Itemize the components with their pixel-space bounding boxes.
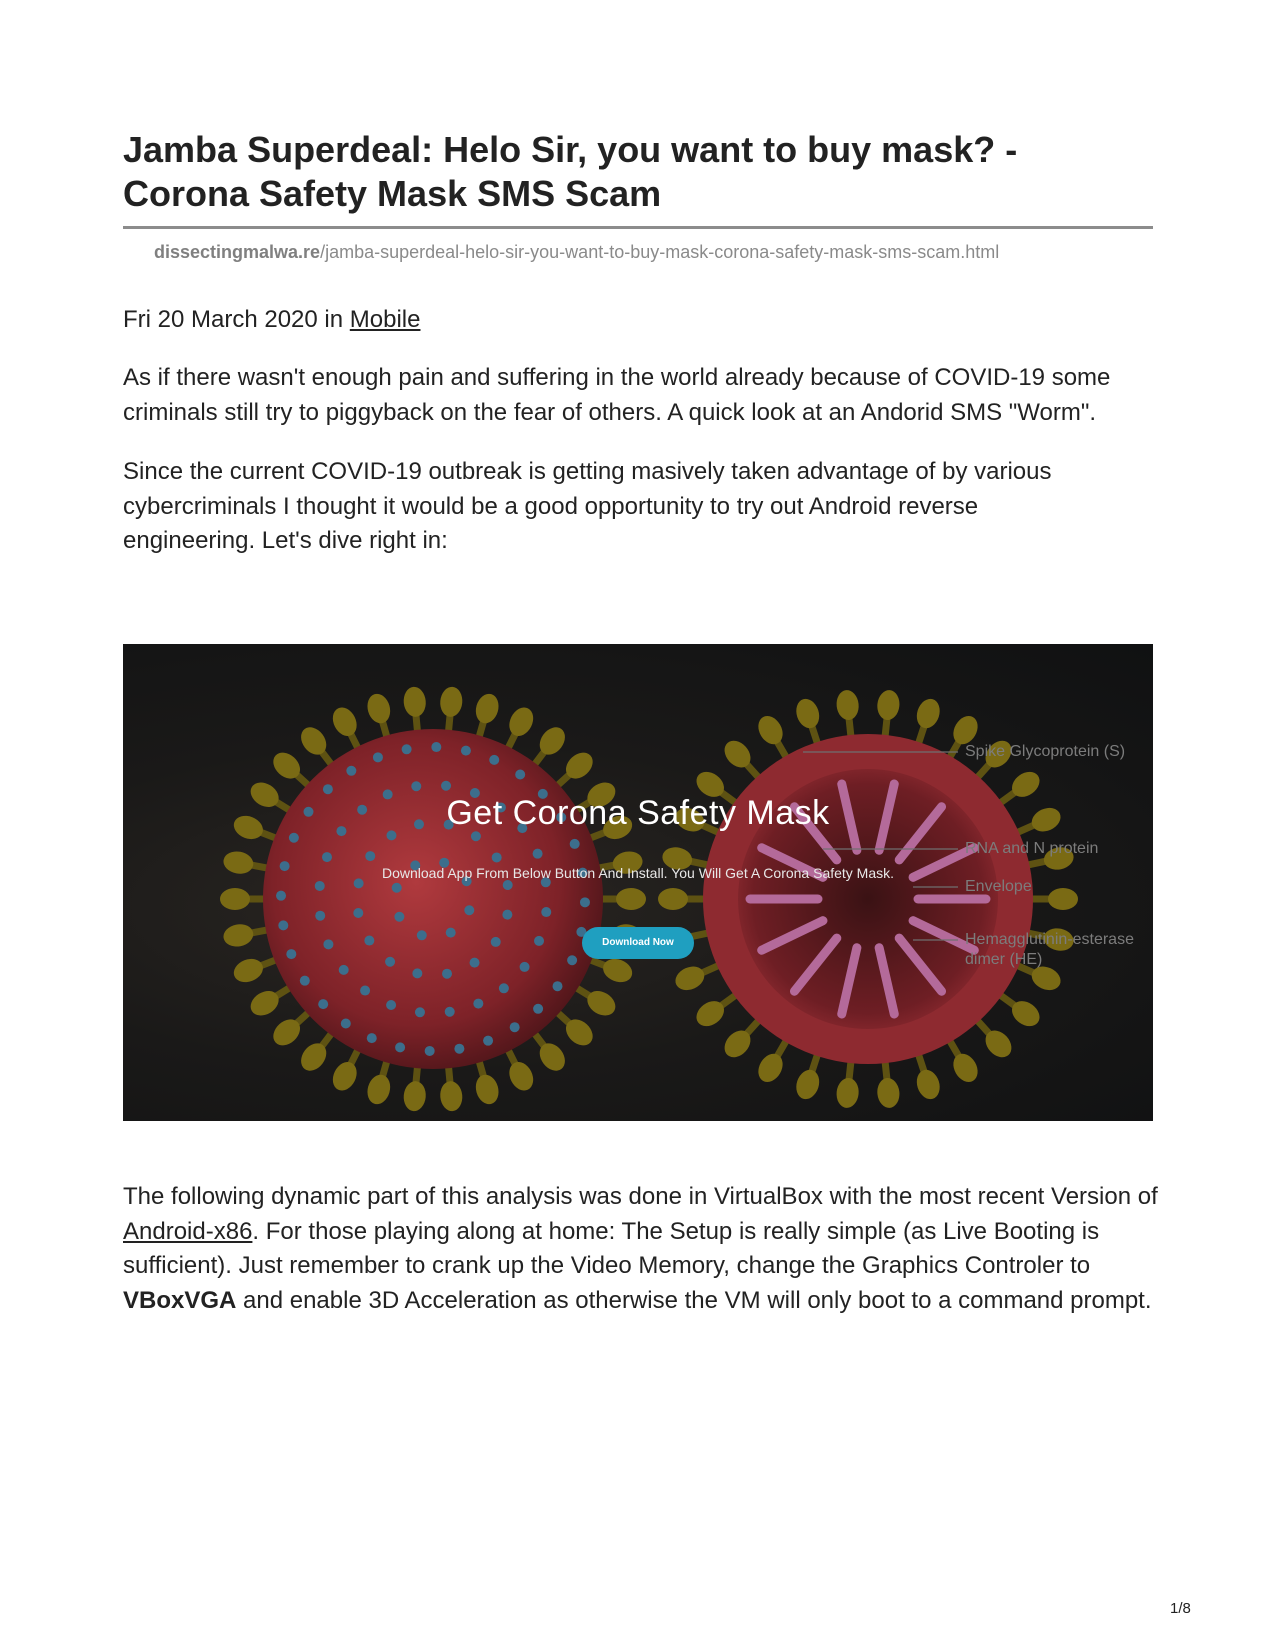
surface-protein (276, 891, 286, 901)
source-domain: dissectingmalwa.re (154, 242, 321, 262)
label-rna-n-protein: RNA and N protein (965, 840, 1099, 857)
spike-left-head (505, 1058, 538, 1095)
surface-protein (470, 958, 480, 968)
spike-left-head (328, 703, 361, 740)
surface-protein (473, 999, 483, 1009)
surface-protein (483, 1036, 493, 1046)
spike-left-head (473, 1072, 502, 1107)
spike-left-head (505, 703, 538, 740)
spike-right-head (913, 696, 943, 731)
spike-right-head (1048, 888, 1078, 910)
surface-protein (503, 880, 513, 890)
spike-right-head (672, 962, 708, 994)
post-meta (123, 304, 420, 336)
surface-protein (341, 1019, 351, 1029)
spike-right-head (793, 696, 823, 731)
surface-protein (502, 910, 512, 920)
spike-right-head (948, 1049, 982, 1086)
spike-left-head (616, 888, 646, 910)
vboxvga-bold: VBoxVGA (123, 1286, 237, 1314)
surface-protein (553, 981, 563, 991)
surface-protein (533, 849, 543, 859)
spike-right-head (876, 1077, 901, 1109)
android-x86-link[interactable]: Android-x86 (123, 1217, 253, 1245)
surface-protein (411, 781, 421, 791)
surface-protein (323, 784, 333, 794)
surface-protein (322, 852, 332, 862)
surface-protein (402, 744, 412, 754)
surface-protein (318, 999, 328, 1009)
surface-protein (300, 976, 310, 986)
surface-protein (412, 968, 422, 978)
surface-protein (353, 908, 363, 918)
surface-protein (315, 881, 325, 891)
spike-left-head (364, 1072, 393, 1107)
spike-left-head (222, 922, 256, 949)
spike-right-head (793, 1067, 823, 1102)
surface-protein (515, 769, 525, 779)
surface-protein (520, 962, 530, 972)
paragraph-setup (123, 1180, 1163, 1318)
surface-protein (323, 939, 333, 949)
article-title: Jamba Superdeal: Helo Sir, you want to buy mask? - Corona Safety Mask SMS Scam (123, 129, 1018, 214)
surface-protein (431, 742, 441, 752)
page-number: 1/8 (1170, 1600, 1191, 1617)
surface-protein (441, 781, 451, 791)
source-url[interactable] (154, 241, 999, 263)
surface-protein (385, 957, 395, 967)
surface-protein (392, 883, 402, 893)
surface-protein (417, 930, 427, 940)
surface-protein (386, 1000, 396, 1010)
surface-protein (461, 746, 471, 756)
surface-protein (365, 851, 375, 861)
surface-protein (278, 920, 288, 930)
spike-right-head (835, 1077, 860, 1109)
scam-heading: Get Corona Safety Mask (446, 794, 830, 832)
spike-right-head (658, 888, 688, 910)
surface-protein (491, 937, 501, 947)
surface-protein (534, 936, 544, 946)
surface-protein (499, 983, 509, 993)
spike-left-head (600, 955, 636, 986)
spike-right-head (835, 689, 860, 721)
scam-subheading: Download App From Below Button And Install. You Will Get A Corona Safety Mask. (381, 865, 895, 881)
surface-protein (364, 936, 374, 946)
surface-protein (442, 969, 452, 979)
paragraph-intro: As if there wasn't enough pain and suffering in the world already because of COVID-19 some criminals still try to piggyback on the fear of others. A quick look at an Andorid SMS "Worm". (123, 364, 1111, 426)
spike-left-head (402, 1080, 427, 1112)
surface-protein (454, 1044, 464, 1054)
surface-protein (492, 852, 502, 862)
post-date-in: in (317, 306, 350, 333)
surface-protein (367, 1033, 377, 1043)
surface-protein (533, 1004, 543, 1014)
surface-protein (289, 833, 299, 843)
spike-right-head (753, 712, 787, 749)
surface-protein (339, 965, 349, 975)
surface-protein (395, 1042, 405, 1052)
spike-left-head (473, 691, 502, 726)
category-link[interactable]: Mobile (349, 306, 421, 333)
spike-left-head (230, 955, 266, 986)
setup-text-3: and enable 3D Acceleration as otherwise the VM will only boot to a command prompt. (236, 1286, 1152, 1314)
virus-left-body (263, 729, 603, 1069)
label-hemagglutinin: Hemagglutinin-esterase dimer (HE) (965, 931, 1134, 968)
surface-protein (286, 949, 296, 959)
paragraph-context: Since the current COVID-19 outbreak is getting masively taken advantage of by various cybercriminals I thought it would be a good opportunity to try out Android reverse engineering. Let's dive right in: (123, 458, 1052, 554)
surface-protein (445, 1007, 455, 1017)
spike-left-head (439, 686, 464, 718)
download-now-button[interactable]: Download Now (582, 927, 694, 959)
surface-protein (315, 911, 325, 921)
spike-left-head (328, 1058, 361, 1095)
surface-protein (510, 1022, 520, 1032)
surface-protein (425, 1046, 435, 1056)
surface-protein (346, 766, 356, 776)
label-spike-glycoprotein: Spike Glycoprotein (S) (965, 743, 1126, 760)
title-divider (123, 226, 1153, 229)
post-date: Fri 20 March 2020 (123, 306, 318, 333)
spike-left-head (220, 888, 250, 910)
setup-text-2: . For those playing along at home: The Setup is really simple (as Live Booting is sufficient). Just remember to crank up the Video Memory, change the Graphics Controler to (123, 1217, 1100, 1279)
surface-protein (464, 905, 474, 915)
surface-protein (541, 907, 551, 917)
surface-protein (360, 986, 370, 996)
spike-left-head (402, 686, 427, 718)
spike-left-head (439, 1080, 464, 1112)
surface-protein (446, 928, 456, 938)
surface-protein (373, 752, 383, 762)
surface-protein (570, 839, 580, 849)
spike-right-head (876, 689, 901, 721)
setup-text-1: The following dynamic part of this analysis was done in VirtualBox with the most recent Version of (123, 1183, 1158, 1210)
scam-site-screenshot (123, 644, 1153, 1121)
surface-protein (415, 1007, 425, 1017)
surface-protein (567, 955, 577, 965)
surface-protein (394, 912, 404, 922)
source-path: /jamba-superdeal-helo-sir-you-want-to-buy-mask-corona-safety-mask-sms-scam.html (320, 242, 1000, 262)
surface-protein (580, 897, 590, 907)
spike-right-head (753, 1049, 787, 1086)
spike-right-head (913, 1067, 943, 1102)
spike-left-head (364, 691, 393, 726)
label-envelope: Envelope (965, 878, 1032, 895)
surface-protein (489, 755, 499, 765)
